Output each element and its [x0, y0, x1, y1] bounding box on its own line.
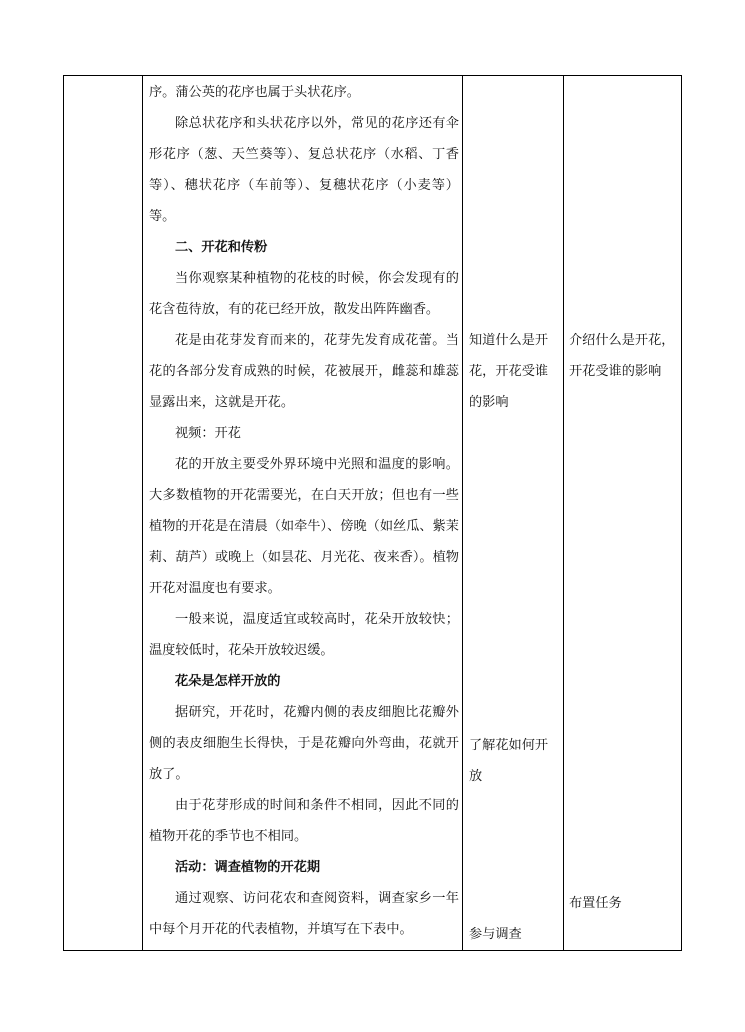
paragraph: 当你观察某种植物的花枝的时候，你会发现有的花含苞待放，有的花已经开放，散发出阵阵幽香。: [149, 271, 459, 317]
student-activity-1: [469, 325, 561, 418]
table-border-right: [681, 75, 682, 951]
paragraph: 花的开放主要受外界环境中光照和温度的影响。大多数植物的开花需要光，在白天开放；但也有一些植物的开花是在清晨（如牵牛）、傍晚（如丝瓜、紫茉莉、葫芦）或晚上（如昙花、月光花、夜来香）。植物开花对温度也有要求。: [149, 457, 459, 596]
table-bottom-border: [63, 950, 682, 951]
section-heading: 花朵是怎样开放的: [175, 674, 281, 689]
student-activity-text: 了解花如何开放: [469, 738, 549, 784]
teaching-content-column: [149, 75, 459, 945]
paragraph: 除总状花序和头状花序以外，常见的花序还有伞形花序（葱、天竺葵等）、复总状花序（水稻、丁香等）、穗状花序（车前等）、复穗状花序（小麦等）等。: [149, 116, 459, 224]
paragraph: 一般来说，温度适宜或较高时，花朵开放较快；温度较低时，花朵开放较迟缓。: [149, 612, 459, 658]
teacher-activity-2: [569, 888, 679, 919]
column-divider-1: [142, 75, 143, 951]
column-divider-3: [563, 75, 564, 951]
paragraph: 由于花芽形成的时间和条件不相同，因此不同的植物开花的季节也不相同。: [149, 798, 459, 844]
student-activity-3: [469, 919, 561, 950]
video-label: 视频：开花: [175, 426, 241, 441]
student-activity-text: 参与调查: [469, 927, 522, 942]
paragraph: 序。蒲公英的花序也属于头状花序。: [149, 85, 360, 100]
teacher-activity-1: [569, 325, 679, 387]
teacher-activity-text: 布置任务: [569, 896, 622, 911]
column-divider-2: [462, 75, 463, 951]
student-activity-text: 知道什么是开花，开花受谁的影响: [469, 333, 549, 410]
activity-heading: 活动：调查植物的开花期: [175, 860, 321, 875]
section-heading: 二、开花和传粉: [175, 240, 268, 255]
table-border-left: [63, 75, 64, 951]
paragraph: 通过观察、访问花农和查阅资料，调查家乡一年中每个月开花的代表植物，并填写在下表中。: [149, 891, 459, 937]
paragraph: 花是由花芽发育而来的，花芽先发育成花蕾。当花的各部分发育成熟的时候，花被展开，雌蕊和雄蕊显露出来，这就是开花。: [149, 333, 459, 410]
student-activity-2: [469, 730, 561, 792]
paragraph: 据研究，开花时，花瓣内侧的表皮细胞比花瓣外侧的表皮细胞生长得快，于是花瓣向外弯曲，花就开放了。: [149, 705, 459, 782]
teacher-activity-text: 介绍什么是开花，开花受谁的影响: [569, 333, 675, 379]
